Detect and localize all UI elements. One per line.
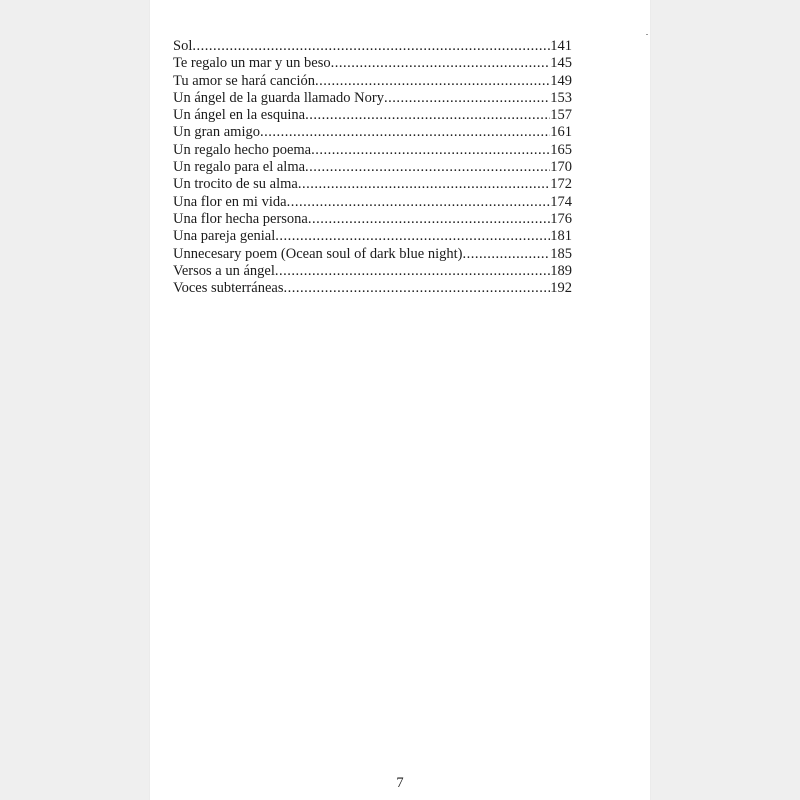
toc-entry-title: Voces subterráneas [173, 280, 284, 297]
toc-entry-page: 149 [550, 72, 572, 89]
toc-entry-title: Una flor hecha persona [173, 210, 308, 227]
toc-entry-page: 165 [550, 141, 572, 158]
dot-leader [298, 176, 550, 193]
toc-entry-title: Un regalo para el alma [173, 159, 306, 176]
toc-entry [173, 107, 572, 124]
toc-entry-page: 172 [550, 176, 572, 193]
dot-leader [260, 124, 550, 141]
page-number: 7 [396, 775, 404, 791]
toc-entry [173, 55, 572, 72]
toc-entry [173, 73, 572, 90]
table-of-contents [173, 38, 572, 297]
toc-entry-title: Un trocito de su alma [173, 176, 298, 193]
toc-entry-title: Un ángel de la guarda llamado Nory [173, 89, 384, 106]
toc-entry-title: Un ángel en la esquina [173, 107, 306, 124]
toc-entry [173, 142, 572, 159]
toc-entry-page: 192 [550, 280, 572, 297]
dot-leader [315, 73, 550, 90]
toc-entry-title: Versos a un ángel [173, 262, 275, 279]
toc-entry-page: 176 [550, 210, 572, 227]
toc-entry-page: 141 [550, 38, 572, 54]
toc-entry [173, 246, 572, 263]
toc-entry [173, 38, 572, 55]
dot-leader [283, 280, 550, 297]
dot-leader [275, 263, 550, 280]
toc-entry [173, 280, 572, 297]
toc-entry [173, 263, 572, 280]
toc-entry-title: Un regalo hecho poema [173, 141, 312, 158]
toc-entry-page: 153 [550, 89, 572, 106]
toc-entry-title: Tu amor se hará canción [173, 72, 316, 89]
dot-leader [384, 90, 550, 107]
toc-entry-title: Te regalo un mar y un beso [173, 55, 331, 72]
toc-entry-page: 145 [550, 55, 572, 72]
toc-entry-page: 161 [550, 124, 572, 141]
toc-entry [173, 176, 572, 193]
dot-leader [463, 246, 551, 263]
toc-entry-page: 157 [550, 107, 572, 124]
toc-entry-page: 189 [550, 262, 572, 279]
toc-entry-page: 174 [550, 193, 572, 210]
toc-entry-title: Un gran amigo [173, 124, 260, 141]
scan-mark [646, 34, 648, 35]
toc-entry [173, 90, 572, 107]
toc-entry-page: 181 [550, 228, 572, 245]
toc-entry [173, 159, 572, 176]
book-page [150, 0, 650, 800]
toc-entry-title: Una pareja genial [173, 228, 276, 245]
toc-entry [173, 124, 572, 141]
toc-entry [173, 228, 572, 245]
dot-leader [305, 107, 550, 124]
dot-leader [287, 194, 551, 211]
dot-leader [275, 228, 550, 245]
dot-leader [305, 159, 550, 176]
toc-entry-title: Unnecesary poem (Ocean soul of dark blue night) [173, 245, 463, 262]
toc-entry-title: Una flor en mi vida [173, 193, 287, 210]
toc-entry-title: Sol [173, 38, 193, 54]
dot-leader [192, 38, 550, 55]
toc-entry [173, 194, 572, 211]
toc-entry-page: 185 [550, 245, 572, 262]
toc-entry [173, 211, 572, 228]
dot-leader [308, 211, 550, 228]
dot-leader [311, 142, 550, 159]
toc-entry-page: 170 [550, 159, 572, 176]
dot-leader [331, 55, 551, 72]
